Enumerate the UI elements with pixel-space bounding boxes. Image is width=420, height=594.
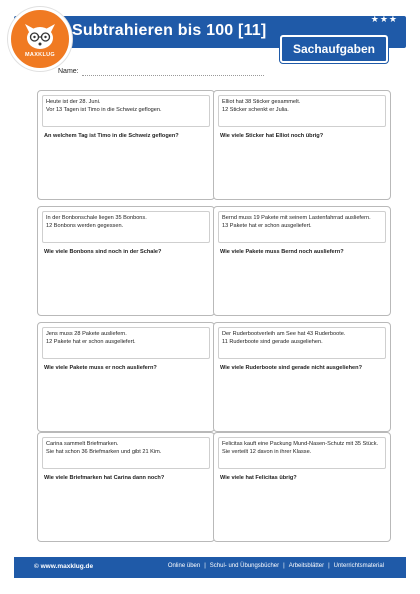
- exercise-text-line: In der Bonbonschale liegen 35 Bonbons.: [46, 215, 147, 221]
- exercise-text-box: [42, 327, 210, 359]
- footer-link-worksheets[interactable]: Arbeitsblätter: [288, 563, 325, 569]
- footer-link-material[interactable]: Unterrichtsmaterial: [333, 563, 384, 569]
- footer-link-online[interactable]: Online üben: [167, 563, 201, 569]
- exercise-text-line: Elliot hat 38 Sticker gesammelt.: [222, 99, 301, 105]
- fox-icon: [11, 10, 69, 68]
- exercise-text-box: [218, 327, 386, 359]
- exercise-text-box: [218, 437, 386, 469]
- name-label: Name:: [58, 68, 79, 75]
- exercise-text-line: Heute ist der 28. Juni.: [46, 99, 101, 105]
- exercise-text-line: Jens muss 28 Pakete ausliefern.: [46, 331, 127, 337]
- page-title: Subtrahieren bis 100 [11]: [72, 22, 267, 39]
- exercise-question: Wie viele Ruderboote sind gerade nicht ausgeliehen?: [220, 365, 362, 371]
- footer-link-books[interactable]: Schul- und Übungsbücher: [209, 563, 280, 569]
- exercise-text-line: Felicitas kauft eine Packung Mund-Nasen-Schutz mit 35 Stück.: [222, 441, 379, 447]
- exercise-text-line: Carina sammelt Briefmarken.: [46, 441, 119, 447]
- difficulty-stars: ★★★: [370, 14, 398, 24]
- exercise-text-line: Sie hat schon 36 Briefmarken und gibt 21 Kim.: [46, 449, 162, 455]
- exercise-text-line: Bernd muss 19 Pakete mit seinem Lastenfahrrad ausliefern.: [222, 215, 371, 221]
- exercise-text-line: 12 Sticker schenkt er Julia.: [222, 107, 289, 113]
- logo-text: MAXKLUG: [25, 52, 55, 58]
- exercise-text-line: Sie verteilt 12 davon in ihrer Klasse.: [222, 449, 312, 455]
- exercise-text-line: 13 Pakete hat er schon ausgeliefert.: [222, 223, 312, 229]
- exercise-question: An welchem Tag ist Timo in die Schweiz geflogen?: [44, 133, 179, 139]
- exercise-question: Wie viele hat Felicitas übrig?: [220, 475, 297, 481]
- exercise-question: Wie viele Sticker hat Elliot noch übrig?: [220, 133, 324, 139]
- exercise-card: [213, 206, 391, 316]
- exercise-card: [37, 322, 215, 432]
- exercise-question: Wie viele Briefmarken hat Carina dann noch?: [44, 475, 165, 481]
- exercise-text-box: [42, 95, 210, 127]
- exercise-text-box: [218, 95, 386, 127]
- exercise-text-line: Vor 13 Tagen ist Timo in die Schweiz geflogen.: [46, 107, 162, 113]
- exercise-card: [213, 432, 391, 542]
- maxklug-logo: [8, 7, 72, 71]
- category-badge: Sachaufgaben: [280, 35, 388, 63]
- footer-site-link[interactable]: © www.maxklug.de: [34, 563, 94, 570]
- exercise-question: Wie viele Bonbons sind noch in der Schale?: [44, 249, 162, 255]
- exercise-card: [37, 90, 215, 200]
- exercise-card: [37, 432, 215, 542]
- exercise-card: [37, 206, 215, 316]
- exercise-text-box: [218, 211, 386, 243]
- exercise-text-box: [42, 211, 210, 243]
- exercise-text-line: 12 Pakete hat er schon ausgeliefert.: [46, 339, 136, 345]
- exercise-question: Wie viele Pakete muss er noch ausliefern?: [44, 365, 157, 371]
- exercise-card: [213, 322, 391, 432]
- exercise-card: [213, 90, 391, 200]
- exercise-question: Wie viele Pakete muss Bernd noch ausliefern?: [220, 249, 344, 255]
- exercise-text-line: Der Ruderbootverleih am See hat 43 Ruderboote.: [222, 331, 346, 337]
- name-field[interactable]: [82, 75, 264, 76]
- exercise-text-line: 11 Ruderboote sind gerade ausgeliehen.: [222, 339, 323, 345]
- exercise-text-line: 12 Bonbons werden gegessen.: [46, 223, 124, 229]
- footer-links: Online üben | Schul- und Übungsbücher | Arbeitsblätter | Unterrichtsmaterial: [167, 563, 384, 569]
- exercise-text-box: [42, 437, 210, 469]
- footer-bar: [14, 557, 406, 578]
